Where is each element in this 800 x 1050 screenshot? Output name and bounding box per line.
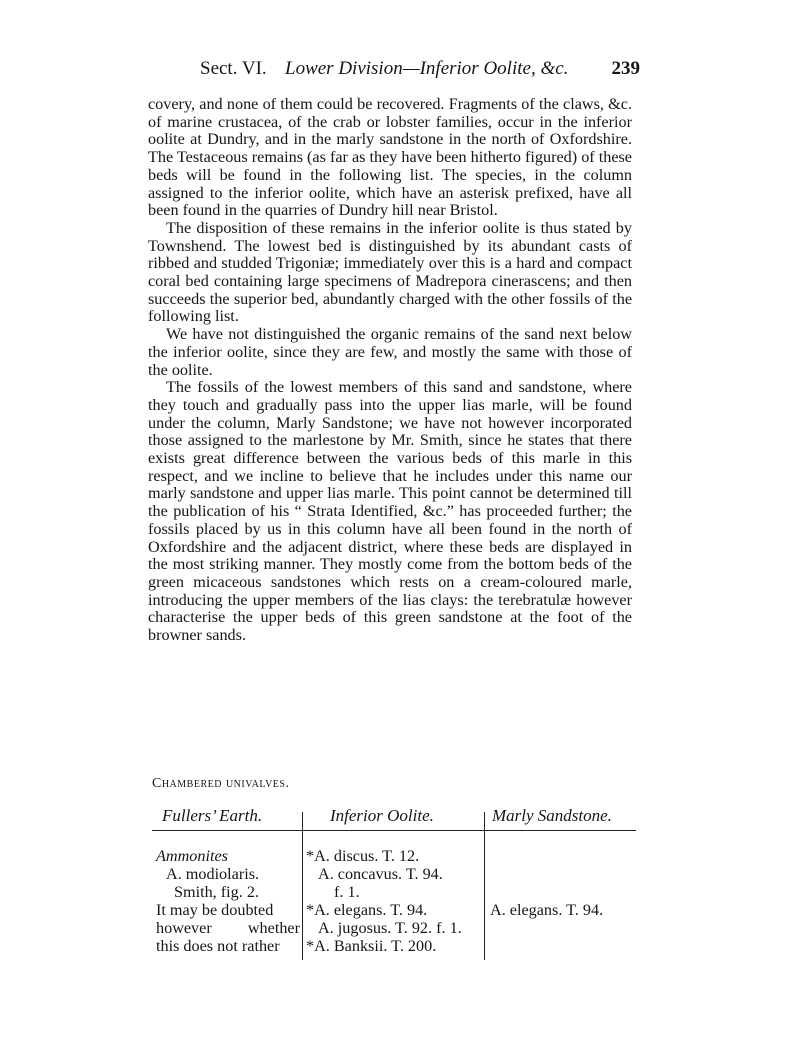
column-header-marly-sandstone: Marly Sandstone.	[492, 806, 612, 825]
body-text	[148, 96, 632, 645]
header-rule	[152, 830, 636, 831]
table-cell: A. elegans. T. 94.	[490, 901, 604, 919]
table-cell: It may be doubted	[156, 901, 274, 919]
table-cell: *A. discus. T. 12.	[306, 847, 420, 865]
column-divider	[302, 812, 303, 960]
running-title: Lower Division—Inferior Oolite, &c.	[285, 58, 569, 79]
paragraph: The disposition of these remains in the inferior oolite is thus stated by Townshend. The lowest bed is distinguished by its abundant casts of ribbed and studded Trigoniæ; immediately over this is a hard and compact coral bed containing large specimens of Madrepora cinerascens; and then succeeds the superior bed, abundantly charged with the other fossils of the following list.	[148, 218, 632, 326]
table-cell: A. concavus. T. 94.	[318, 865, 443, 883]
column-header-inferior-oolite: Inferior Oolite.	[330, 806, 434, 825]
table-cell: A. jugosus. T. 92. f. 1.	[318, 919, 462, 937]
page-number: 239	[611, 58, 640, 79]
paragraph: The fossils of the lowest members of this sand and sandstone, where they touch and gradually pass into the upper lias marle, will be found under the column, Marly Sandstone; we have not however incorporated those assigned to the marlestone by Mr. Smith, since he states that there exists great difference between the various beds of this marle in this respect, and we incline to believe that he includes under this name our marly sandstone and upper lias marle. This point cannot be determined till the publication of his “ Strata Identified, &c.” has proceeded further; the fossils placed by us in this column have all been found in the north of Oxfordshire and the adjacent district, where these beds are displayed in the most striking manner. They mostly come from the bottom beds of the green micaceous sandstones which rests on a cream-coloured marle, introducing the upper members of the lias clays: the terebratulæ however characterise the upper beds of this green sandstone at the foot of the browner sands.	[148, 378, 632, 645]
paragraph: covery, and none of them could be recovered. Fragments of the claws, &c. of marine crustacea, of the crab or lobster families, occur in the inferior oolite at Dundry, and in the marly sandstone in the north of Oxfordshire. The Testaceous remains (as far as they have been hitherto figured) of these beds will be found in the following list. The species, in the column assigned to the inferior oolite, which have an asterisk prefixed, have all been found in the quarries of Dundry hill near Bristol.	[148, 95, 632, 220]
table-cell: *A. elegans. T. 94.	[306, 901, 428, 919]
column-header-fullers-earth: Fullers’ Earth.	[162, 806, 263, 825]
running-header	[150, 56, 640, 82]
table-cell: this does not rather	[156, 937, 280, 955]
table-cell: *A. Banksii. T. 200.	[306, 937, 437, 955]
column-divider	[484, 812, 485, 960]
table-cell: Ammonites	[156, 847, 228, 865]
table-cell: however whether	[156, 919, 300, 937]
table-section-heading: Chambered univalves.	[152, 776, 290, 791]
table-cell: f. 1.	[334, 883, 360, 901]
table-cell: Smith, fig. 2.	[174, 883, 259, 901]
section-number: Sect. VI.	[200, 58, 267, 79]
table-cell: A. modiolaris.	[166, 865, 260, 883]
paragraph: We have not distinguished the organic remains of the sand next below the inferior oolite, since they are few, and mostly the same with those of the oolite.	[148, 325, 632, 379]
